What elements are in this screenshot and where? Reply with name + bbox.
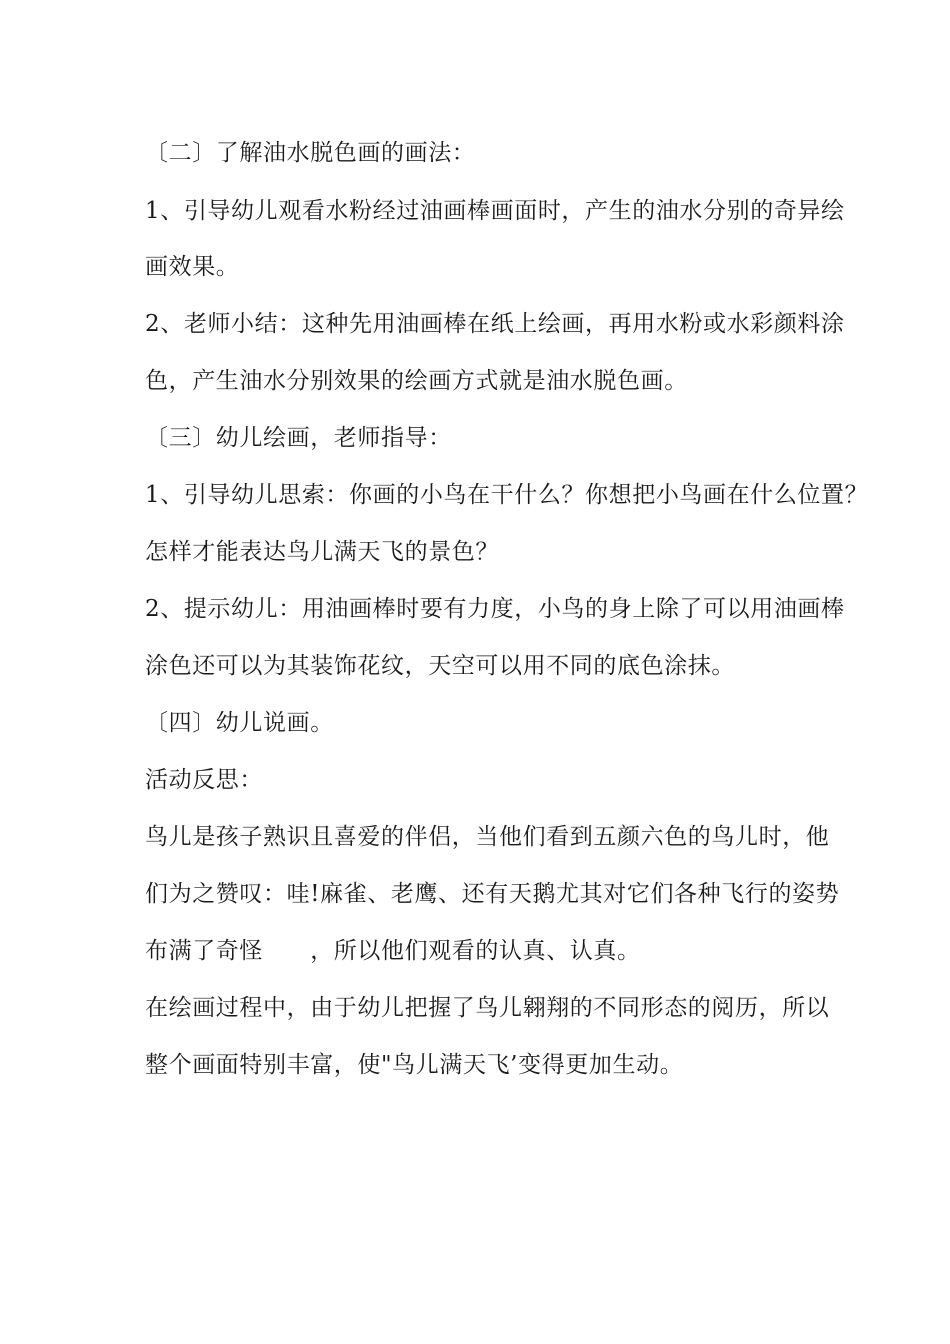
- paragraph-line: 色，产生油水分别效果的绘画方式就是油水脱色画。: [145, 368, 688, 394]
- reflection-heading: 活动反思：: [145, 767, 263, 793]
- paragraph-line: 鸟儿是孩子熟识且喜爱的伴侣，当他们看到五颜六色的鸟儿时，他: [145, 824, 830, 850]
- paragraph-line: 们为之赞叹：哇!麻雀、老鹰、还有天鹅尤其对它们各种飞行的姿势: [145, 881, 840, 907]
- paragraph-line: 画效果。: [145, 254, 240, 280]
- paragraph-line: 整个画面特别丰富，使"鸟儿满天飞’变得更加生动。: [145, 1052, 684, 1078]
- paragraph-line: 1、引导幼儿思索：你画的小鸟在干什么？你想把小鸟画在什么位置？: [145, 482, 869, 508]
- section-heading-4: 〔四〕幼儿说画。: [145, 710, 334, 736]
- paragraph-line: 在绘画过程中，由于幼儿把握了鸟儿翱翔的不同形态的阅历，所以: [145, 995, 830, 1021]
- paragraph-line: 涂色还可以为其装饰花纹，天空可以用不同的底色涂抹。: [145, 653, 735, 679]
- paragraph-line: 2、提示幼儿：用油画棒时要有力度，小鸟的身上除了可以用油画棒: [145, 596, 845, 622]
- paragraph-line: 1、引导幼儿观看水粉经过油画棒画面时，产生的油水分别的奇异绘: [145, 198, 845, 224]
- paragraph-line: 怎样才能表达鸟儿满天飞的景色？: [145, 539, 499, 565]
- section-heading-2: 〔二〕了解油水脱色画的画法：: [145, 140, 476, 166]
- section-heading-3: 〔三〕幼儿绘画，老师指导：: [145, 425, 452, 451]
- paragraph-line: 布满了奇怪 ，所以他们观看的认真、认真。: [145, 938, 641, 964]
- paragraph-line: 2、老师小结：这种先用油画棒在纸上绘画，再用水粉或水彩颜料涂: [145, 311, 845, 337]
